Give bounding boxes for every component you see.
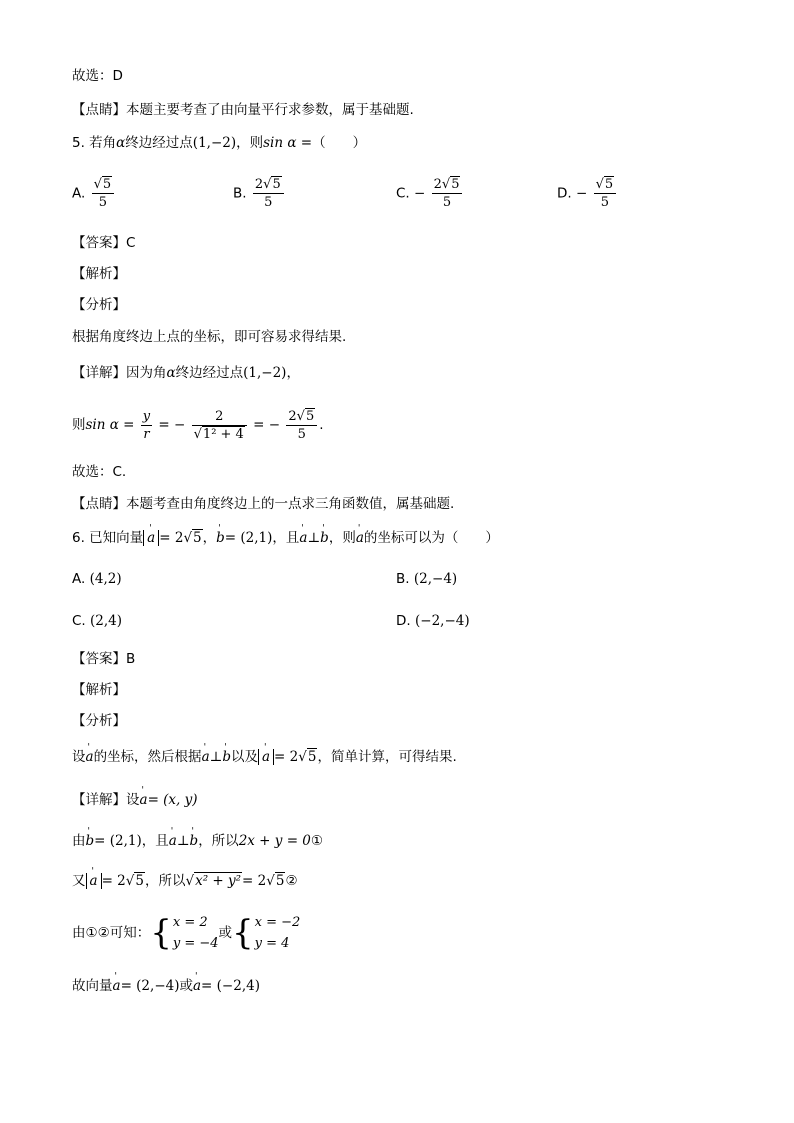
q6-detail-line: 【详解】设' a= (x, y) <box>72 791 198 809</box>
prev-comment-line: 【点睛】本题主要考查了由向量平行求参数，属于基础题. <box>72 102 414 118</box>
q5-option-b <box>233 176 286 211</box>
option-label: D. <box>557 185 572 202</box>
q6-option-a: A. (4,2) <box>72 571 122 587</box>
q5-then: ，则 <box>236 135 264 151</box>
q5-analysis-head: 【解析】 <box>72 266 126 282</box>
option-label: C. <box>396 185 410 202</box>
fraction: $\frac{2√5}{5}$ <box>432 176 463 211</box>
q5-detail-line: 【详解】因为角α终边经过点(1,−2)， <box>72 365 300 381</box>
q5-fenxi-text: 根据角度终边上点的坐标，即可容易求得结果. <box>72 329 347 345</box>
q5-answer: 【答案】C <box>72 235 136 251</box>
option-label: B. <box>233 185 247 202</box>
q6-analysis-head: 【解析】 <box>72 682 126 698</box>
q6-step-2: 又' a = 2√5，所以√x² + y²= 2√5② <box>72 872 298 890</box>
q6-option-d: D. (−2,−4) <box>396 613 470 629</box>
prev-answer-line: 故选：D <box>72 68 123 84</box>
q5-comment: 【点睛】本题考查由角度终边上的一点求三角函数值，属基础题. <box>72 496 455 512</box>
q5-option-a <box>72 176 116 211</box>
q5-option-d: D. − $\frac{√5}{5}$ <box>557 176 618 211</box>
fraction: $\frac{2√5}{5}$ <box>253 176 284 211</box>
q5-paren: （ ） <box>312 135 367 151</box>
question-5 <box>72 134 366 152</box>
question-6: 6. 已知向量' a = 2√5，' b= (2,1)，且' a⊥' b，则' a的坐标可以为（ ） <box>72 529 499 547</box>
q5-fenxi-head: 【分析】 <box>72 297 126 313</box>
q5-option-c: C. − $\frac{2√5}{5}$ <box>396 176 464 211</box>
q6-option-c: C. (2,4) <box>72 613 123 629</box>
q5-point: (1,−2) <box>192 135 237 151</box>
q6-fenxi-text: 设' a的坐标，然后根据' a⊥' b以及' a = 2√5，简单计算，可得结果. <box>72 748 457 766</box>
q6-answer: 【答案】B <box>72 651 136 667</box>
q6-fenxi-head: 【分析】 <box>72 713 126 729</box>
q5-alpha: α <box>116 135 126 151</box>
fraction: $\frac{√5}{5}$ <box>92 176 115 211</box>
option-label: A. <box>72 185 86 202</box>
q6-option-b: B. (2,−4) <box>396 571 458 587</box>
q5-mid: 终边经过点 <box>125 135 193 151</box>
fraction: $\frac{√5}{5}$ <box>594 176 617 211</box>
q5-choice: 故选：C. <box>72 464 127 480</box>
q5-calc-line: 则sin α = $\frac{y}{r}$ = − $\frac{2}{\text{√1² + 4}}$ = − $\frac{2√5}{5}$ . <box>72 408 324 442</box>
q6-step-4: 故向量' a= (2,−4)或' a= (−2,4) <box>72 977 260 995</box>
q6-step-1: 由' b= (2,1)，且' a⊥' b，所以2x + y = 0① <box>72 832 323 850</box>
q5-number: 5. 若角 <box>72 135 117 151</box>
q5-expr: sin α = <box>263 135 313 151</box>
q6-step-3: 由①②可知：{ x = 2 y = −4 或{ x = −2 y = 4 <box>72 913 301 953</box>
